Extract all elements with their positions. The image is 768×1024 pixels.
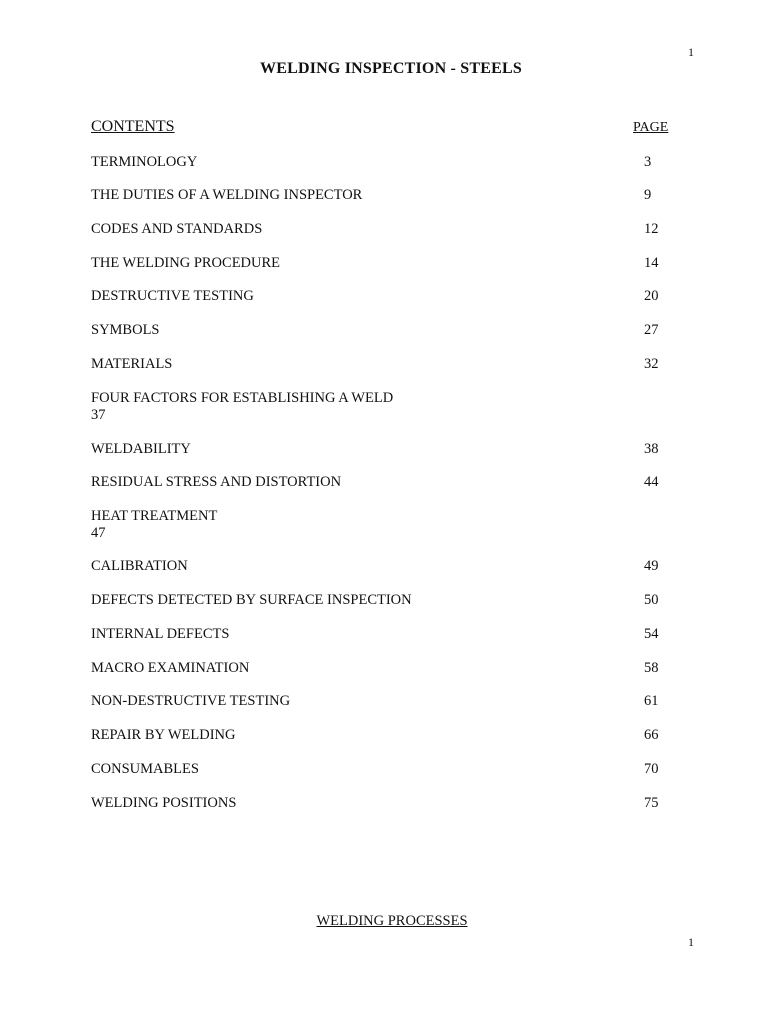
page-column-heading: PAGE bbox=[633, 120, 669, 135]
toc-entry-page: 20 bbox=[644, 288, 659, 304]
toc-entry-page: 37 bbox=[91, 407, 106, 423]
toc-entry bbox=[91, 441, 711, 458]
toc-entry-title: MACRO EXAMINATION bbox=[91, 660, 250, 676]
toc-entry-page: 12 bbox=[644, 221, 659, 237]
toc-entry-page: 54 bbox=[644, 626, 659, 642]
toc-entry bbox=[91, 558, 711, 575]
toc-entry-title: WELDING POSITIONS bbox=[91, 795, 237, 811]
toc-entry-title: DEFECTS DETECTED BY SURFACE INSPECTION bbox=[91, 592, 412, 608]
toc-entry bbox=[91, 474, 711, 491]
toc-entry-page: 75 bbox=[644, 795, 659, 811]
toc-entry-title: CALIBRATION bbox=[91, 558, 188, 574]
toc-entry bbox=[91, 693, 711, 710]
toc-entry bbox=[91, 154, 711, 171]
toc-entry bbox=[91, 727, 711, 744]
page-number-bottom: 1 bbox=[688, 935, 694, 949]
toc-entry-page: 38 bbox=[644, 441, 659, 457]
toc-entry-title: HEAT TREATMENT bbox=[91, 508, 218, 524]
toc-entry-title: MATERIALS bbox=[91, 356, 173, 372]
toc-entry-title: THE WELDING PROCEDURE bbox=[91, 255, 281, 271]
document-title: WELDING INSPECTION - STEELS bbox=[260, 60, 522, 77]
toc-entry-page: 3 bbox=[644, 154, 652, 170]
toc-entry-page: 50 bbox=[644, 592, 659, 608]
toc-entry-page: 66 bbox=[644, 727, 659, 743]
toc-entry-page: 58 bbox=[644, 660, 659, 676]
section-heading: WELDING PROCESSES bbox=[316, 913, 468, 929]
toc-entry-title: RESIDUAL STRESS AND DISTORTION bbox=[91, 474, 342, 490]
toc-entry-page: 49 bbox=[644, 558, 659, 574]
toc-entry-page: 9 bbox=[644, 187, 652, 203]
toc-entry-page: 70 bbox=[644, 761, 659, 777]
toc-entry-page: 61 bbox=[644, 693, 659, 709]
toc-entry-title: CONSUMABLES bbox=[91, 761, 199, 777]
toc-entry bbox=[91, 761, 711, 778]
toc-entry bbox=[91, 356, 711, 373]
toc-entry-title: WELDABILITY bbox=[91, 441, 191, 457]
toc-entry bbox=[91, 660, 711, 677]
toc-entry-page: 27 bbox=[644, 322, 659, 338]
toc-entry bbox=[91, 187, 711, 204]
toc-entry bbox=[91, 390, 711, 424]
toc-entry bbox=[91, 508, 711, 542]
toc-entry-title: NON-DESTRUCTIVE TESTING bbox=[91, 693, 291, 709]
toc-entry-page: 44 bbox=[644, 474, 659, 490]
toc-entry-title: REPAIR BY WELDING bbox=[91, 727, 236, 743]
toc-entry bbox=[91, 255, 711, 272]
toc-entry bbox=[91, 592, 711, 609]
toc-entry-page: 14 bbox=[644, 255, 659, 271]
toc-entry-title: THE DUTIES OF A WELDING INSPECTOR bbox=[91, 187, 363, 203]
page-number-top: 1 bbox=[688, 45, 694, 59]
toc-entry-page: 47 bbox=[91, 525, 106, 541]
toc-entry bbox=[91, 795, 711, 812]
toc-entry-title: INTERNAL DEFECTS bbox=[91, 626, 230, 642]
toc-entry-title: DESTRUCTIVE TESTING bbox=[91, 288, 254, 304]
contents-heading: CONTENTS bbox=[91, 118, 175, 135]
toc-entry bbox=[91, 626, 711, 643]
toc-entry-title: TERMINOLOGY bbox=[91, 154, 198, 170]
toc-entry-page: 32 bbox=[644, 356, 659, 372]
toc-entry bbox=[91, 322, 711, 339]
toc-entry-title: FOUR FACTORS FOR ESTABLISHING A WELD bbox=[91, 390, 394, 406]
toc-entry-title: CODES AND STANDARDS bbox=[91, 221, 263, 237]
toc-entry bbox=[91, 288, 711, 305]
toc-entry bbox=[91, 221, 711, 238]
toc-entry-title: SYMBOLS bbox=[91, 322, 160, 338]
